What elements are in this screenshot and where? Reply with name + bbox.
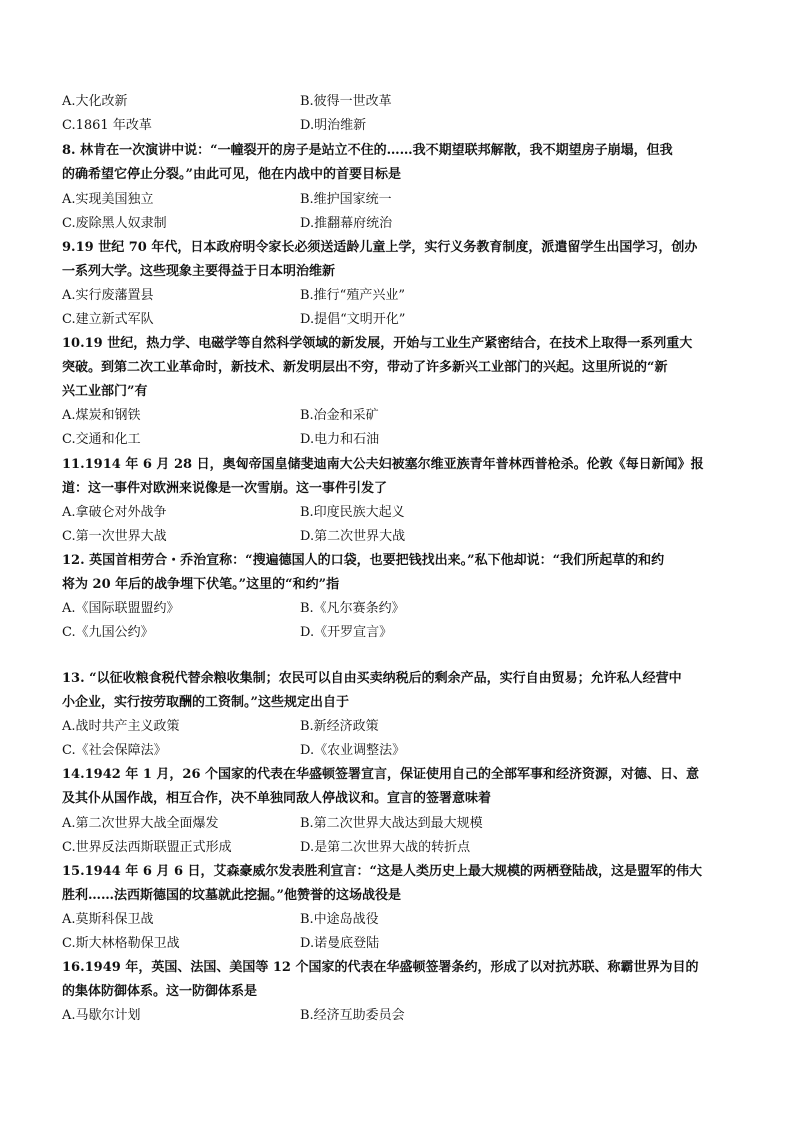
question-stem-line: 16.1949 年，英国、法国、美国等 12 个国家的代表在华盛顿签署条约，形成了以对抗苏联、称霸世界为目的 [62, 960, 699, 975]
question-stem-line: 13. “以征收粮食税代替余粮收集制；农民可以自由买卖纳税后的剩余产品，实行自由贸易；允许私人经营中 [62, 671, 682, 686]
option-row-left: C.建立新式军队 [62, 312, 154, 327]
option-row-left: C.交通和化工 [62, 432, 141, 447]
option-row-right: B.维护国家统一 [300, 192, 392, 207]
question-stem-line: 9.19 世纪 70 年代，日本政府明令家长必须送适龄儿童上学，实行义务教育制度，派遣留学生出国学习，创办 [62, 240, 698, 255]
question-stem-line: 小企业，实行按劳取酬的工资制。”这些规定出自于 [62, 695, 349, 710]
option-row-right: B.印度民族大起义 [300, 505, 405, 520]
option-row-left: A.《国际联盟盟约》 [62, 601, 180, 616]
option-row-left: A.煤炭和钢铁 [62, 408, 141, 423]
option-row-right: B.中途岛战役 [300, 912, 379, 927]
question-stem-line: 8. 林肯在一次演讲中说：“一幢裂开的房子是站立不住的……我不期望联邦解散，我不期望房子崩塌，但我 [62, 143, 673, 158]
option-row-left: C.《九国公约》 [62, 625, 154, 640]
option-row-right: D.第二次世界大战 [300, 529, 406, 544]
question-stem-line: 突破。到第二次工业革命时，新技术、新发明层出不穷，带动了许多新兴工业部门的兴起。这里所说的“新 [62, 360, 668, 375]
top-option-row-1-right: D.明治维新 [300, 118, 367, 133]
top-option-row-0-left: A.大化改新 [62, 94, 128, 109]
option-row-left: C.《社会保障法》 [62, 743, 167, 758]
question-stem-line: 一系列大学。这些现象主要得益于日本明治维新 [62, 264, 336, 279]
option-row-right: D.《开罗宣言》 [300, 625, 393, 640]
option-row-right: B.冶金和采矿 [300, 408, 379, 423]
option-row-right: D.是第二次世界大战的转折点 [300, 840, 471, 855]
question-stem-line: 的确希望它停止分裂。”由此可见，他在内战中的首要目标是 [62, 167, 401, 182]
option-row-left: A.实现美国独立 [62, 192, 154, 207]
option-row-right: B.第二次世界大战达到最大规模 [300, 816, 483, 831]
option-row-right: B.经济互助委员会 [300, 1008, 405, 1023]
option-row-right: B.《凡尔赛条约》 [300, 601, 405, 616]
top-option-row-0-right: B.彼得一世改革 [300, 94, 392, 109]
question-stem-line: 胜利……法西斯德国的坟墓就此挖掘。”他赞誉的这场战役是 [62, 888, 401, 903]
option-row-left: C.第一次世界大战 [62, 529, 167, 544]
option-row-left: A.战时共产主义政策 [62, 719, 180, 734]
question-stem-line: 及其仆从国作战，相互合作，决不单独同敌人停战议和。宣言的签署意味着 [62, 791, 492, 806]
option-row-left: C.斯大林格勒保卫战 [62, 936, 180, 951]
option-row-left: C.世界反法西斯联盟正式形成 [62, 840, 232, 855]
option-row-left: A.马歇尔计划 [62, 1008, 141, 1023]
option-row-right: D.提倡“文明开化” [300, 312, 406, 327]
question-stem-line: 11.1914 年 6 月 28 日，奥匈帝国皇储斐迪南大公夫妇被塞尔维亚族青年普林西普枪杀。伦敦《每日新闻》报 [62, 457, 704, 472]
top-option-row-1-left: C.1861 年改革 [62, 118, 152, 133]
question-stem-line: 兴工业部门”有 [62, 384, 148, 399]
option-row-right: D.推翻幕府统治 [300, 216, 393, 231]
option-row-left: A.拿破仑对外战争 [62, 505, 167, 520]
option-row-right: D.诺曼底登陆 [300, 936, 380, 951]
option-row-left: A.实行废藩置县 [62, 288, 154, 303]
option-row-right: D.《农业调整法》 [300, 743, 406, 758]
question-stem-line: 的集体防御体系。这一防御体系是 [62, 984, 258, 999]
question-stem-line: 14.1942 年 1 月，26 个国家的代表在华盛顿签署宣言，保证使用自己的全部军事和经济资源，对德、日、意 [62, 767, 700, 782]
option-row-right: B.新经济政策 [300, 719, 379, 734]
question-stem-line: 将为 20 年后的战争埋下伏笔。”这里的“和约”指 [62, 577, 340, 592]
option-row-right: B.推行“殖产兴业” [300, 288, 405, 303]
option-row-left: A.莫斯科保卫战 [62, 912, 154, 927]
option-row-left: A.第二次世界大战全面爆发 [62, 816, 219, 831]
option-row-left: C.废除黑人奴隶制 [62, 216, 167, 231]
question-stem-line: 12. 英国首相劳合・乔治宣称：“搜遍德国人的口袋，也要把钱找出来。”私下他却说：“我们所起草的和约 [62, 553, 665, 568]
option-row-right: D.电力和石油 [300, 432, 380, 447]
question-stem-line: 10.19 世纪，热力学、电磁学等自然科学领域的新发展，开始与工业生产紧密结合，在技术上取得一系列重大 [62, 336, 693, 351]
question-stem-line: 道：这一事件对欧洲来说像是一次雪崩。这一事件引发了 [62, 481, 388, 496]
question-stem-line: 15.1944 年 6 月 6 日，艾森豪威尔发表胜利宣言：“这是人类历史上最大规模的两栖登陆战，这是盟军的伟大 [62, 864, 702, 879]
